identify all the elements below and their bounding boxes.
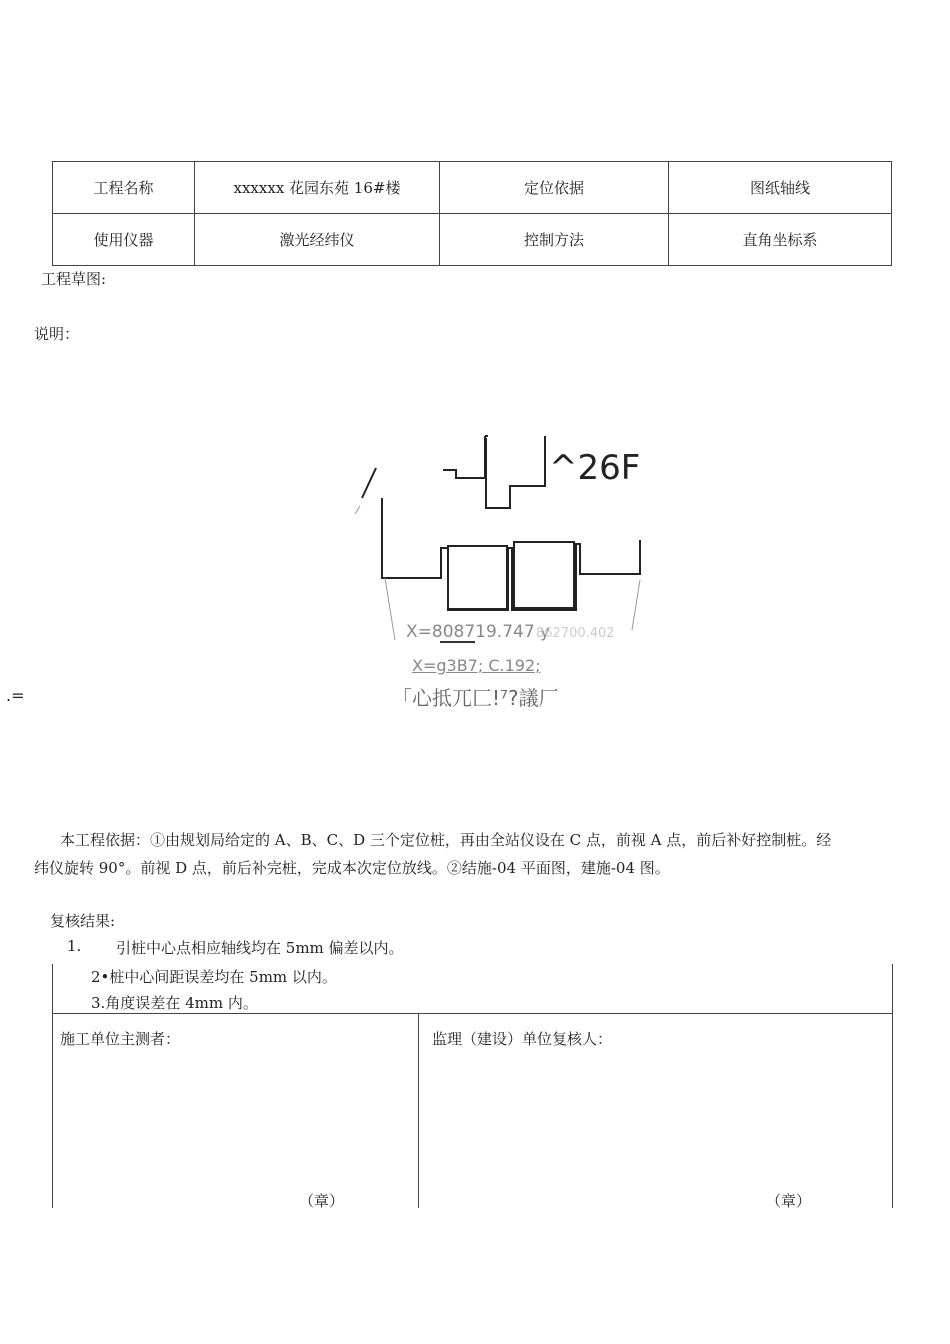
review-item-2: 2•桩中心间距误差均在 5mm 以内。 <box>91 968 337 986</box>
supervisor-seal: （章） <box>766 1192 812 1210</box>
corner-label: ^26F <box>549 448 641 488</box>
extension-line-right <box>632 580 640 630</box>
supervisor-reviewer-label: 监理（建设）单位复核人： <box>432 1030 613 1048</box>
upper-block <box>486 436 545 508</box>
description-paragraph <box>34 826 904 882</box>
coordinate-line-3: 「心抵兀匚!⁷?議厂 <box>392 686 559 710</box>
review-item-3: 3.角度误差在 4mm 内。 <box>91 994 258 1012</box>
diagonal-stroke <box>362 468 376 498</box>
review-heading: 复核结果: <box>50 912 116 930</box>
left-marker: .= <box>6 686 25 705</box>
review-item-1: 引桩中心点相应轴线均在 5mm 偏差以内。 <box>116 939 404 957</box>
upper-outline-left <box>443 436 485 478</box>
control-method-label: 控制方法 <box>440 214 669 266</box>
instrument-value: 激光经纬仪 <box>195 214 440 266</box>
coordinate-line-1-faded: 862700.402 <box>536 626 615 641</box>
construction-surveyor-label: 施工单位主测者： <box>60 1030 181 1048</box>
site-sketch <box>340 430 660 720</box>
divider <box>418 1013 419 1208</box>
coordinate-line-2: X=g3B7; C.192; <box>412 656 541 675</box>
coordinate-line-1: X=808719.747 y <box>406 622 551 642</box>
divider <box>53 1013 892 1014</box>
project-name-value: xxxxxx 花园东苑 16#楼 <box>195 162 440 214</box>
table-row <box>53 162 892 214</box>
sketch-heading: 工程草图: <box>41 270 107 288</box>
positioning-basis-value: 图纸轴线 <box>669 162 892 214</box>
construction-seal: （章） <box>299 1192 345 1210</box>
control-method-value: 直角坐标系 <box>669 214 892 266</box>
project-info-table <box>52 161 892 266</box>
building-outline <box>382 498 640 610</box>
table-row <box>53 214 892 266</box>
signature-box <box>52 964 893 1208</box>
review-item-1-number: 1. <box>67 937 82 955</box>
extension-line-left <box>385 578 395 640</box>
description-line-1: 本工程依据：①由规划局给定的 A、B、C、D 三个定位桩，再由全站仪设在 C 点，前视 A 点，前后补好控制桩。经 <box>60 831 832 849</box>
notes-heading: 说明： <box>34 325 80 343</box>
instrument-label: 使用仪器 <box>53 214 195 266</box>
description-line-2: 纬仪旋转 90°。前视 D 点，前后补完桩，完成本次定位放线。②结施-04 平面图，建施-04 图。 <box>34 859 670 877</box>
pile-block-b <box>514 542 574 608</box>
project-name-label: 工程名称 <box>53 162 195 214</box>
positioning-basis-label: 定位依据 <box>440 162 669 214</box>
pile-block-a <box>448 546 507 609</box>
